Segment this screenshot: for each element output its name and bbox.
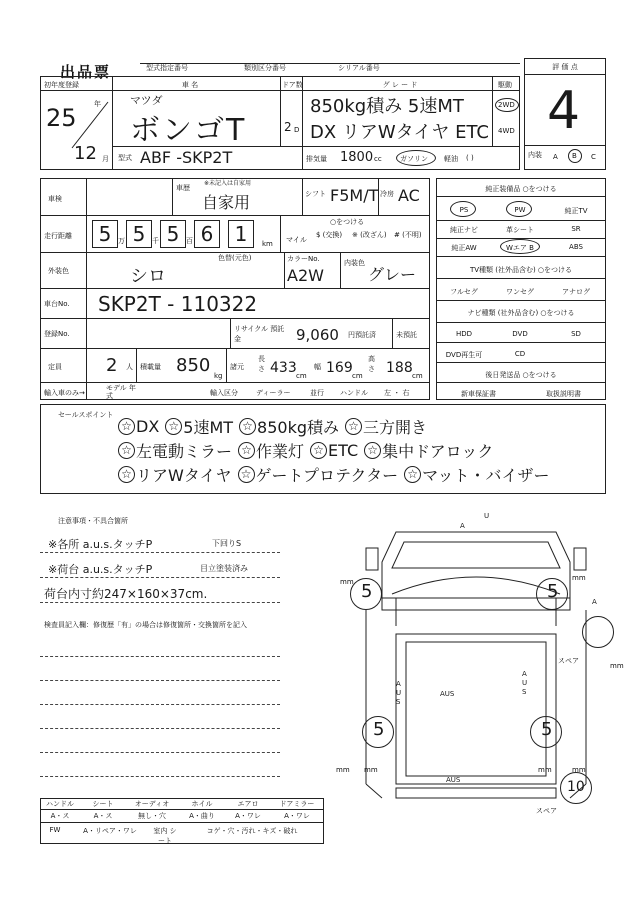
note-1b: 下回りS [212, 539, 242, 548]
legend-header: ドアミラー [279, 800, 315, 808]
drive-label: 駆動 [498, 81, 512, 89]
eval-score: 4 [547, 81, 581, 141]
grade-line-2: DX リアWタイヤ ETC [310, 122, 489, 143]
note-3a: 荷台内寸約247×160×37cm. [44, 587, 208, 601]
cm-2: cm [352, 372, 363, 380]
height-label: 高さ [368, 355, 375, 373]
recycle-label: リサイクル 預託金 [234, 325, 285, 343]
tire-rl: 5 [373, 719, 385, 740]
mile-option-1: $ (交換) [316, 231, 343, 239]
star-icon: ☆ [238, 466, 255, 483]
type-value: ABF -SKP2T [140, 148, 233, 167]
tire-fr: 5 [547, 581, 559, 602]
capacity-value: 2 [106, 355, 118, 376]
width-value: 169 [326, 360, 353, 376]
mm-label-2: mm [572, 574, 586, 582]
eq-sr: SR [571, 225, 581, 233]
interior-grade-c: C [591, 153, 596, 161]
evaluation-box [524, 58, 606, 170]
load-unit: kg [214, 372, 223, 380]
sales-item: マット・バイザー [422, 465, 550, 485]
doors-label: ドア数 [282, 81, 303, 89]
note-2b: 目立塗装済み [200, 564, 248, 573]
legend-row2-cell: A・リペア・ワレ [83, 827, 137, 835]
legend-header: ハンドル [46, 800, 74, 808]
legend-row2-cell: FW [49, 826, 61, 834]
star-icon: ☆ [364, 442, 381, 459]
eq-navi: 純正ナビ [450, 226, 478, 234]
mark-aus-side-1: A U S [396, 680, 402, 706]
import-parallel: 並行 [310, 389, 324, 397]
mileage-label: 走行距離 [44, 232, 72, 240]
color-code-label: カラーNo. [287, 255, 320, 263]
recycle-value: 9,060 [296, 326, 339, 344]
legend-grid [40, 798, 324, 844]
sales-line [118, 462, 598, 486]
tv-title: TV種類 (社外品含む) ○をつける [469, 266, 573, 274]
star-icon: ☆ [345, 418, 362, 435]
sales-item: DX [136, 416, 160, 436]
diesel-label: 軽油 [444, 155, 458, 163]
capacity-label: 定員 [48, 363, 62, 371]
eq-leather: 革シート [506, 226, 534, 234]
mm-label-5: mm [538, 766, 552, 774]
shaken-label: 車検 [48, 195, 62, 203]
displacement-value: 1800 [340, 150, 374, 165]
registration-label: 初年度登録 [44, 81, 79, 89]
load-label: 積載量 [140, 363, 161, 371]
eq-ps-circle [450, 201, 476, 217]
sales-line [118, 414, 598, 438]
eq-airbag: Wエア B [506, 244, 534, 252]
inspector-title: 検査員記入欄：修復歴「有」の場合は修復箇所・交換箇所を記入 [44, 621, 247, 629]
size-label: 諸元 [230, 363, 244, 371]
star-icon: ☆ [118, 418, 135, 435]
tire-fl: 5 [361, 581, 373, 602]
eq-tv: 純正TV [564, 207, 588, 215]
vehicle-model: ボンゴT [130, 113, 247, 148]
star-icon: ☆ [310, 442, 327, 459]
reg-year: 25 [46, 104, 77, 132]
later-warranty: 新車保証書 [461, 390, 496, 398]
mileage-digit: 5 [160, 220, 186, 248]
mile-option-2: ※ (改ざん) [352, 231, 387, 239]
height-value: 188 [386, 360, 413, 376]
sales-item: ゲートプロテクター [255, 465, 399, 485]
diesel-paren: ( ) [466, 154, 474, 162]
sales-item: 三方開き [363, 417, 428, 437]
category-label: 類別区分番号 [244, 64, 286, 72]
legend-value: A・ス [93, 812, 113, 820]
tire-rr: 5 [541, 719, 553, 740]
shift-label: シフト [305, 190, 326, 198]
sales-item: リアWタイヤ [136, 465, 232, 485]
legend-value: A・曲り [189, 812, 215, 820]
navi-title: ナビ種類 (社外品含む) ○をつける [467, 309, 575, 317]
mark-a-1: A [460, 522, 465, 530]
star-icon: ☆ [118, 442, 135, 459]
tv-one: ワンセグ [506, 288, 534, 296]
mark-aus-side-2: A U S [522, 670, 528, 696]
mm-label-1: mm [340, 578, 354, 586]
length-value: 433 [270, 360, 297, 376]
sales-label: セールスポイント [58, 411, 114, 419]
usage-label: 車歴 [176, 184, 190, 192]
star-icon: ☆ [165, 418, 182, 435]
interior-grade-b: B [572, 152, 577, 160]
legend-value: A・ス [50, 812, 70, 820]
tv-full: フルセグ [450, 288, 478, 296]
import-cat-label: 輸入区分 [210, 389, 238, 397]
mm-label-3: mm [336, 766, 350, 774]
mileage-digit: 6 [194, 220, 220, 248]
displacement-label: 排気量 [306, 155, 327, 163]
mileage-digit: 5 [126, 220, 152, 248]
star-icon: ☆ [239, 418, 256, 435]
import-label: 輸入車のみ→ [44, 389, 85, 397]
ac-value: AC [398, 186, 420, 205]
color-label: 外装色 [48, 267, 69, 275]
dvd-play: DVD再生可 [445, 351, 483, 359]
recycle-unit: 円預託済 [348, 331, 376, 339]
page-title: 出品票 [60, 63, 112, 81]
spare-tire-top [582, 616, 614, 648]
sales-points [118, 414, 598, 486]
vehicle-maker: マツダ [130, 94, 163, 107]
navi-hdd: HDD [455, 330, 473, 338]
equipment-title: 純正装備品 ○をつける [485, 185, 557, 193]
interior-grade-a: A [553, 153, 558, 161]
eval-label: 評 価 点 [552, 63, 578, 71]
mark-aus-1: AUS [440, 690, 455, 698]
reg-month-unit: 月 [102, 155, 109, 163]
steering-label: ハンドル [340, 389, 368, 397]
sales-line [118, 438, 598, 462]
mileage-note: ○をつける [330, 218, 365, 226]
mileage-unit-mark: 百 [186, 237, 193, 245]
color-code: A2W [287, 266, 324, 285]
legend-value: 無し・穴 [138, 812, 166, 820]
length-label: 長さ [258, 355, 265, 373]
mile-label: マイル [286, 236, 307, 244]
load-value: 850 [176, 355, 211, 376]
navi-sd: SD [571, 330, 581, 338]
serial-label: シリアル番号 [338, 64, 380, 72]
legend-value: A・ワレ [284, 812, 310, 820]
mile-option-3: # (不明) [394, 231, 422, 239]
sales-item: 集中ドアロック [382, 441, 494, 461]
dvd-cd: CD [514, 350, 526, 358]
sales-item: ETC [328, 440, 359, 460]
capacity-unit: 人 [126, 363, 133, 371]
spare-mm-top: mm [610, 662, 624, 670]
vehicle-name-label: 車 名 [181, 81, 199, 89]
interior-color: グレー [368, 265, 417, 284]
mileage-unit-mark: 千 [152, 237, 159, 245]
doors-value: 2 [284, 120, 292, 134]
note-2a: ※荷台 a.u.s.タッチP [48, 563, 153, 576]
legend-row2-cell: 室内 シート [153, 827, 177, 845]
fuel-gasoline: ガソリン [400, 155, 428, 163]
type-label: 型式 [118, 154, 132, 162]
eq-pw: PW [514, 206, 526, 214]
chassis-label: 車台No. [44, 300, 70, 308]
legend-header: シート [92, 800, 114, 808]
width-label: 幅 [314, 363, 321, 371]
usage-note: ※未記入は自家用 [204, 180, 252, 187]
spare-label-top: スペア [558, 657, 579, 665]
doors-unit: D [294, 126, 300, 134]
reg-month: 12 [74, 143, 97, 164]
legend-header: オーディオ [134, 800, 170, 808]
spare-label-bottom: スペア [536, 807, 557, 815]
mm-label-4: mm [364, 766, 378, 774]
mark-a-2: A [592, 598, 597, 606]
star-icon: ☆ [404, 466, 421, 483]
legend-row2-cell: コゲ・穴・汚れ・キズ・破れ [206, 827, 298, 835]
interior-label: 内装 [528, 151, 542, 159]
mm-label-6: mm [572, 766, 586, 774]
eq-pw-circle [506, 201, 532, 217]
displacement-unit: cc [374, 155, 382, 163]
eq-aw: 純正AW [451, 244, 477, 252]
cm-3: cm [412, 372, 423, 380]
steering-options: 左 ・ 右 [384, 389, 410, 397]
mileage-digit: 1 [228, 220, 254, 248]
eq-ps: PS [459, 206, 469, 214]
import-dealer: ディーラー [256, 389, 291, 397]
mileage-digits [92, 220, 272, 248]
legend-header: エアロ [237, 800, 259, 808]
chassis-value: SKP2T - 110322 [98, 292, 258, 316]
model-year-label: モデル 年式 [106, 384, 136, 400]
model-designation-label: 型式指定番号 [146, 64, 188, 72]
recycle-unpaid: 未預託 [396, 331, 417, 339]
mileage-digit: 5 [92, 220, 118, 248]
mark-u: U [484, 512, 490, 520]
shift-value: F5M/T [330, 186, 379, 205]
ac-label: 冷房 [380, 190, 394, 198]
mileage-unit: km [262, 240, 273, 248]
spare-value: 10 [567, 779, 585, 795]
drive-2wd: 2WD [498, 101, 515, 109]
interior-color-label: 内装色 [344, 259, 365, 267]
legend-value: A・ワレ [235, 812, 261, 820]
mark-aus-2: AUS [446, 776, 461, 784]
navi-dvd: DVD [512, 330, 528, 338]
sales-item: 850kg積み [257, 417, 340, 437]
drive-4wd: 4WD [498, 127, 515, 135]
reg-no-label: 登録No. [44, 330, 70, 338]
color-value: シロ [130, 266, 166, 287]
eq-abs: ABS [569, 243, 583, 251]
grade-label: グ レ ー ド [382, 81, 418, 89]
star-icon: ☆ [118, 466, 135, 483]
sales-item: 作業灯 [256, 441, 305, 461]
color-sub: 色替(元色) [218, 254, 252, 262]
mileage-unit-mark: 万 [118, 237, 125, 245]
later-manual: 取扱説明書 [546, 390, 581, 398]
sales-item: 左電動ミラー [136, 441, 233, 461]
sales-item: 5速MT [183, 417, 234, 437]
reg-year-unit: 年 [94, 100, 101, 108]
later-title: 後日発送品 ○をつける [485, 371, 557, 379]
eq-airbag-circle [500, 239, 540, 254]
star-icon: ☆ [238, 442, 255, 459]
cm-1: cm [296, 372, 307, 380]
notes-title: 注意事項・不具合箇所 [58, 517, 128, 525]
tv-analog: アナログ [562, 288, 590, 296]
legend-header: ホイル [191, 800, 213, 808]
usage-value: 自家用 [202, 193, 251, 212]
note-1a: ※各所 a.u.s.タッチP [48, 538, 153, 551]
grade-line-1: 850kg積み 5速MT [310, 96, 464, 117]
